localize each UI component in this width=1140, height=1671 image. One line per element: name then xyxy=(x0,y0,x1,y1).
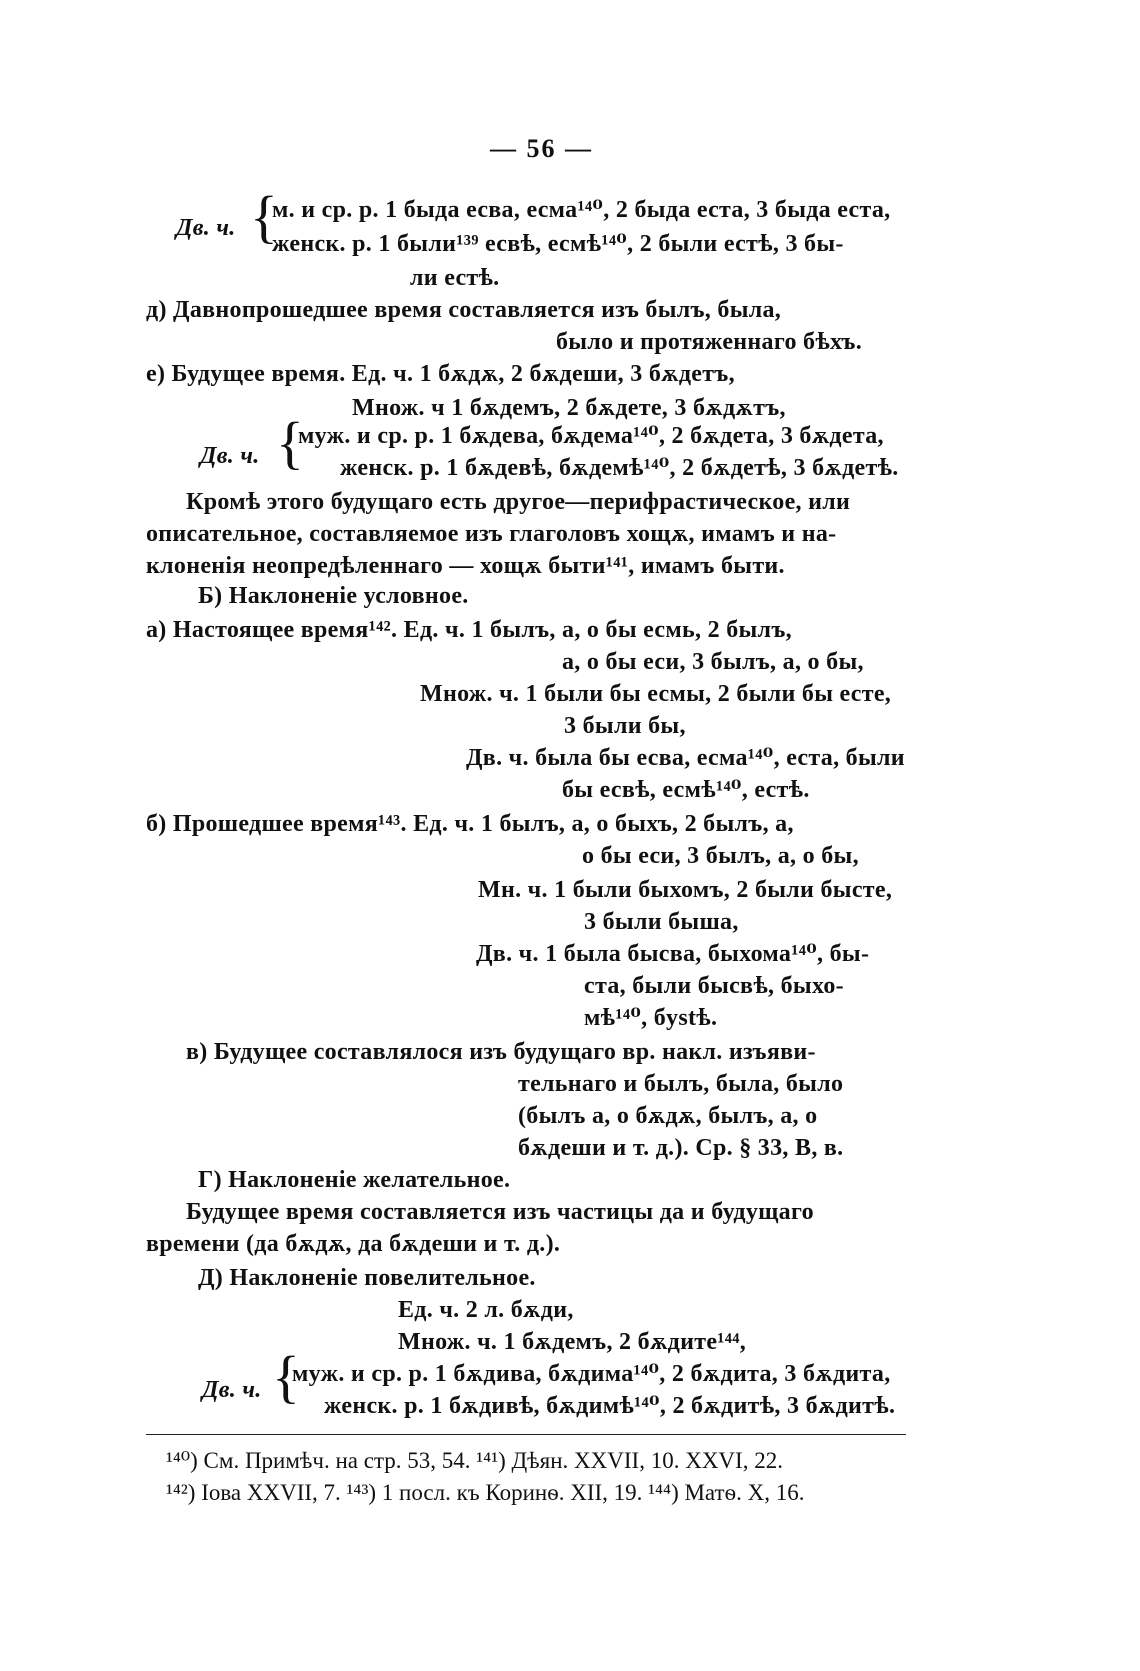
text-line: в) Будущее составлялося изъ будущаго вр. накл. изъяви- xyxy=(186,1039,816,1065)
section-heading: Д) Наклоненіе повелительное. xyxy=(198,1265,536,1291)
page-number: — 56 — xyxy=(490,134,593,163)
text-line: женск. р. 1 бѫдевѣ, бѫдемѣ¹⁴⁰, 2 бѫдетѣ, 3 бѫдетѣ. xyxy=(340,455,899,481)
text-line: д) Давнопрошедшее время составляется изъ былъ, была, xyxy=(146,297,782,323)
text-line: Ед. ч. 2 л. бѫди, xyxy=(398,1297,574,1323)
footnote-separator xyxy=(146,1434,906,1435)
text-line: Множ. ч. 1 были бы есмы, 2 были бы есте, xyxy=(420,681,892,707)
text-line: о бы еси, 3 былъ, а, о бы, xyxy=(582,843,859,869)
left-brace: { xyxy=(276,410,304,475)
text-line: 3 были бы, xyxy=(564,713,686,739)
text-line: м. и ср. р. 1 быда есва, есма¹⁴⁰, 2 быда еста, 3 быда еста, xyxy=(272,197,891,223)
text-line: (былъ а, о бѫдѫ, былъ, а, о xyxy=(518,1103,818,1129)
text-line: Кромѣ этого будущаго есть другое—перифрастическое, или xyxy=(186,489,851,515)
text-line: Множ. ч. 1 бѫдемъ, 2 бѫдите¹⁴⁴, xyxy=(398,1329,747,1355)
text-line: описательное, составляемое изъ глаголовъ хощѫ, имамъ и на- xyxy=(146,521,837,547)
text-line: времени (да бѫдѫ, да бѫдеши и т. д.). xyxy=(146,1231,561,1257)
text-line: ли естѣ. xyxy=(410,265,500,291)
text-line: Множ. ч 1 бѫдемъ, 2 бѫдете, 3 бѫдѫтъ, xyxy=(352,395,786,421)
text-line: Дв. ч. 1 была бысва, быхома¹⁴⁰, бы- xyxy=(476,941,870,967)
footnote-line: ¹⁴⁰) См. Примѣч. на стр. 53, 54. ¹⁴¹) Дѣян. XXVII, 10. XXVI, 22. xyxy=(166,1448,783,1473)
text-line: муж. и ср. р. 1 бѫдива, бѫдима¹⁴⁰, 2 бѫдита, 3 бѫдита, xyxy=(292,1361,891,1387)
dual-number-label: Дв. ч. xyxy=(202,1377,262,1403)
text-line: клоненія неопредѣленнаго — хощѫ быти¹⁴¹, имамъ быти. xyxy=(146,553,785,579)
text-line: 3 были быша, xyxy=(584,909,739,935)
footnote-line: ¹⁴²) Іова XXVII, 7. ¹⁴³) 1 посл. къ Коринѳ. XII, 19. ¹⁴⁴) Матѳ. X, 16. xyxy=(166,1480,805,1505)
text-line: тельнаго и былъ, была, было xyxy=(518,1071,844,1097)
text-line: бѫдеши и т. д.). Ср. § 33, В, в. xyxy=(518,1135,844,1161)
text-line: бы есвѣ, есмѣ¹⁴⁰, естѣ. xyxy=(562,777,810,803)
text-line: Дв. ч. была бы есва, есма¹⁴⁰, еста, были xyxy=(466,745,905,771)
text-line: б) Прошедшее время¹⁴³. Ед. ч. 1 былъ, а, о быхъ, 2 былъ, а, xyxy=(146,811,794,837)
dual-number-label: Дв. ч. xyxy=(176,215,236,241)
text-line: ста, были бысвѣ, быхо- xyxy=(584,973,844,999)
text-line: женск. р. 1 были¹³⁹ есвѣ, есмѣ¹⁴⁰, 2 были естѣ, 3 бы- xyxy=(272,231,844,257)
left-brace: { xyxy=(250,184,278,249)
text-line: е) Будущее время. Ед. ч. 1 бѫдѫ, 2 бѫдеши, 3 бѫдетъ, xyxy=(146,361,735,387)
text-line: мѣ¹⁴⁰, бystѣ. xyxy=(584,1005,718,1031)
section-heading: Б) Наклоненіе условное. xyxy=(198,583,469,609)
text-line: а, о бы еси, 3 былъ, а, о бы, xyxy=(562,649,864,675)
text-line: муж. и ср. р. 1 бѫдева, бѫдема¹⁴⁰, 2 бѫдета, 3 бѫдета, xyxy=(298,423,884,449)
left-brace: { xyxy=(272,1344,300,1409)
section-heading: Г) Наклоненіе желательное. xyxy=(198,1167,511,1193)
text-line: было и протяженнаго бѣхъ. xyxy=(556,329,863,355)
text-line: Мн. ч. 1 были быхомъ, 2 были бысте, xyxy=(478,877,893,903)
text-line: а) Настоящее время¹⁴². Ед. ч. 1 былъ, а, о бы есмь, 2 былъ, xyxy=(146,617,792,643)
text-line: Будущее время составляется изъ частицы да и будущаго xyxy=(186,1199,814,1225)
dual-number-label: Дв. ч. xyxy=(200,443,260,469)
text-line: женск. р. 1 бѫдивѣ, бѫдимѣ¹⁴⁰, 2 бѫдитѣ, 3 бѫдитѣ. xyxy=(324,1393,896,1419)
